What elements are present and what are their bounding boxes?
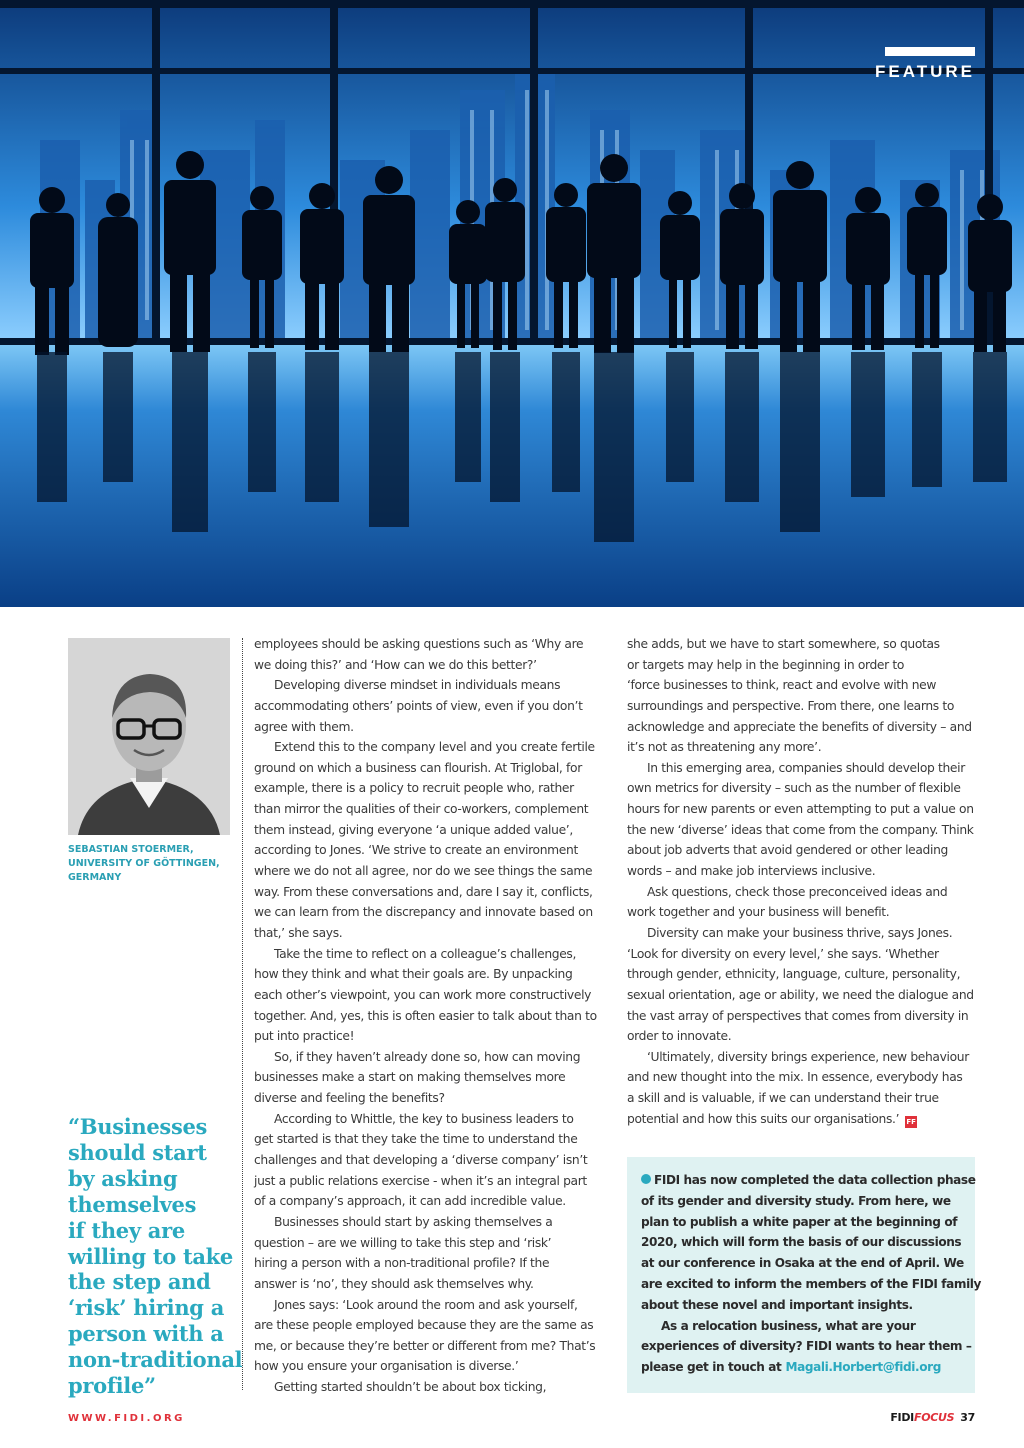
text-line: answer is ‘no’, they should ask themselves why. — [254, 1276, 534, 1291]
text-line: Jones says: ‘Look around the room and ask yourself, — [274, 1297, 578, 1312]
info-line-text: about these novel and important insights. — [641, 1297, 913, 1312]
caption-line: UNIVERSITY OF GÖTTINGEN, — [68, 858, 220, 869]
info-line-text: 2020, which will form the basis of our discussions — [641, 1235, 962, 1250]
text-line: the vast array of perspectives that comes from diversity in — [627, 1008, 969, 1023]
text-line: employees should be asking questions such as ‘Why are — [254, 637, 584, 651]
info-line — [641, 1191, 971, 1212]
page-number: 37 — [960, 1411, 975, 1424]
text-line: Businesses should start by asking themselves a — [274, 1214, 553, 1229]
line-text: potential and how this suits our organisations.’ — [627, 1111, 900, 1126]
text-line: it’s not as threatening any more’. — [627, 740, 822, 755]
pull-quote-line: should start — [68, 1139, 207, 1165]
text-line: example, there is a policy to recruit people who, rather — [254, 781, 574, 796]
section-label: FEATURE — [874, 62, 975, 81]
text-line: question – are we willing to take this step and ‘risk’ — [254, 1235, 552, 1250]
bullet-dot-icon — [641, 1174, 651, 1184]
text-line: Take the time to reflect on a colleague’s challenges, — [274, 946, 577, 961]
text-line: own metrics for diversity – such as the number of flexible — [627, 781, 961, 796]
pull-quote-line: if they are — [68, 1217, 185, 1243]
pull-quote-line: ‘risk’ hiring a — [68, 1295, 225, 1321]
info-line-text: are excited to inform the members of the FIDI family — [641, 1276, 982, 1291]
text-line: words – and make job interviews inclusive. — [627, 864, 876, 879]
text-line: ‘Look for diversity on every level,’ she says. ‘Whether — [627, 946, 939, 961]
info-line — [641, 1295, 971, 1316]
text-line: Developing diverse mindset in individuals means — [274, 678, 561, 693]
text-line: that,’ she says. — [254, 925, 343, 940]
text-line: we doing this?’ and ‘How can we do this better?’ — [254, 657, 537, 672]
text-line: of a company’s approach, it can add incredible value. — [254, 1194, 566, 1209]
text-line: how they think and what their goals are. By unpacking — [254, 967, 573, 982]
info-line — [641, 1232, 971, 1253]
text-line: she adds, but we have to start somewhere, so quotas — [627, 637, 940, 651]
pull-quote-line: themselves — [68, 1191, 197, 1217]
info-line — [641, 1336, 971, 1357]
info-line — [641, 1212, 971, 1233]
text-line: through gender, ethnicity, language, culture, personality, — [627, 967, 961, 982]
info-line-text: FIDI has now completed the data collection phase — [654, 1173, 976, 1187]
text-line: sexual orientation, age or ability, we need the dialogue and — [627, 987, 974, 1002]
text-line: Ask questions, check those preconceived ideas and — [647, 884, 948, 899]
pull-quote — [68, 1114, 243, 1399]
info-line — [641, 1357, 971, 1378]
text-line: According to Whittle, the key to business leaders to — [274, 1111, 574, 1126]
portrait-caption — [68, 843, 233, 885]
info-line — [641, 1316, 971, 1337]
text-line: just a public relations exercise - when it’s an integral part — [254, 1173, 587, 1188]
pull-quote-line: the step and — [68, 1269, 211, 1295]
body-column-middle — [254, 634, 602, 1398]
text-line: challenges and that developing a ‘diverse company’ isn’t — [254, 1153, 588, 1168]
text-line: surroundings and perspective. From there, one learns to — [627, 698, 955, 713]
text-line: So, if they haven’t already done so, how can moving — [274, 1049, 581, 1064]
text-line: order to innovate. — [627, 1029, 732, 1044]
info-line — [641, 1170, 976, 1191]
pull-quote-line: willing to take — [68, 1243, 233, 1269]
portrait-photo — [68, 638, 230, 835]
text-line: each other’s viewpoint, you can work more constructively — [254, 987, 592, 1002]
info-line — [641, 1253, 971, 1274]
info-line — [641, 1274, 982, 1295]
text-line: businesses make a start on making themselves more — [254, 1070, 566, 1085]
footer-brand — [890, 1411, 975, 1424]
body-column-right — [627, 634, 975, 1129]
text-line: how you ensure your organisation is diverse.’ — [254, 1359, 519, 1374]
text-line: agree with them. — [254, 719, 354, 734]
text-line: me, or because they’re better or different from me? That’s — [254, 1338, 596, 1353]
feature-bar — [885, 47, 975, 56]
text-line: accommodating others’ points of view, even if you don’t — [254, 698, 583, 713]
text-line: the new ‘diverse’ ideas that come from the company. Think — [627, 822, 974, 837]
text-line: hiring a person with a non-traditional profile? If the — [254, 1256, 550, 1271]
info-line-text: at our conference in Osaka at the end of April. We — [641, 1256, 964, 1271]
text-line: about job adverts that avoid gendered or other leading — [627, 843, 948, 858]
pull-quote-line: person with a — [68, 1321, 224, 1347]
portrait-illustration — [68, 638, 230, 835]
info-line-text: experiences of diversity? FIDI wants to hear them – — [641, 1339, 972, 1354]
text-line: where we do not all agree, nor do we see things the same — [254, 864, 593, 879]
text-line: ground on which a business can flourish. At Triglobal, for — [254, 760, 582, 775]
info-line-text: plan to publish a white paper at the beginning of — [641, 1214, 958, 1229]
info-line-text: As a relocation business, what are your — [661, 1318, 916, 1333]
text-line: hours for new parents or even attempting to put a value on — [627, 802, 974, 817]
pull-quote-line: non-traditional — [68, 1347, 243, 1373]
text-line: work together and your business will benefit. — [627, 905, 890, 920]
text-line: get started is that they take the time to understand the — [254, 1132, 578, 1147]
info-line-text: please get in touch at — [641, 1360, 782, 1375]
pull-quote-line: by asking — [68, 1165, 178, 1191]
text-line: acknowledge and appreciate the benefits of diversity – and — [627, 719, 972, 734]
text-line: or targets may help in the beginning in order to — [627, 657, 905, 672]
text-line: them instead, giving everyone ‘a unique added value’, — [254, 822, 573, 837]
text-line: way. From these conversations and, dare I say it, conflicts, — [254, 884, 593, 899]
pull-quote-line: “Businesses — [68, 1114, 208, 1139]
text-line: we can learn from the discrepancy and innovate based on — [254, 905, 593, 920]
text-line: ‘force businesses to think, react and evolve with new — [627, 678, 937, 693]
text-line: In this emerging area, companies should develop their — [647, 760, 965, 775]
hero-illustration — [0, 0, 1024, 607]
caption-line: SEBASTIAN STOERMER, — [68, 844, 194, 855]
info-box-text — [641, 1170, 982, 1378]
text-line: and new thought into the mix. In essence, everybody has — [627, 1070, 963, 1085]
hero-image — [0, 0, 1024, 607]
text-line: ‘Ultimately, diversity brings experience, new behaviour — [647, 1049, 969, 1064]
info-line-text: of its gender and diversity study. From here, we — [641, 1193, 951, 1208]
column-divider — [242, 638, 243, 1390]
text-line: Diversity can make your business thrive, says Jones. — [647, 925, 953, 940]
footer-url[interactable]: WWW.FIDI.ORG — [68, 1413, 185, 1424]
caption-line: GERMANY — [68, 872, 122, 883]
text-line: according to Jones. ‘We strive to create an environment — [254, 843, 578, 858]
end-mark-icon: FF — [906, 1117, 916, 1126]
text-line: Extend this to the company level and you create fertile — [274, 740, 595, 755]
text-line — [627, 1109, 975, 1130]
text-line: put into practice! — [254, 1029, 355, 1044]
text-line: together. And, yes, this is often easier to talk about than to — [254, 1008, 597, 1023]
text-line: Getting started shouldn’t be about box ticking, — [274, 1380, 547, 1395]
pull-quote-line: profile” — [68, 1373, 156, 1399]
brand-focus: FOCUS — [913, 1411, 955, 1424]
text-line: diverse and feeling the benefits? — [254, 1091, 445, 1106]
text-line: a skill and is valuable, if we can understand their true — [627, 1091, 939, 1106]
contact-email-link[interactable]: Magali.Horbert@fidi.org — [785, 1360, 941, 1375]
brand-fidi: FIDI — [890, 1411, 914, 1424]
text-line: than mirror the qualities of their co-workers, complement — [254, 802, 589, 817]
text-line: are these people employed because they are the same as — [254, 1318, 594, 1333]
